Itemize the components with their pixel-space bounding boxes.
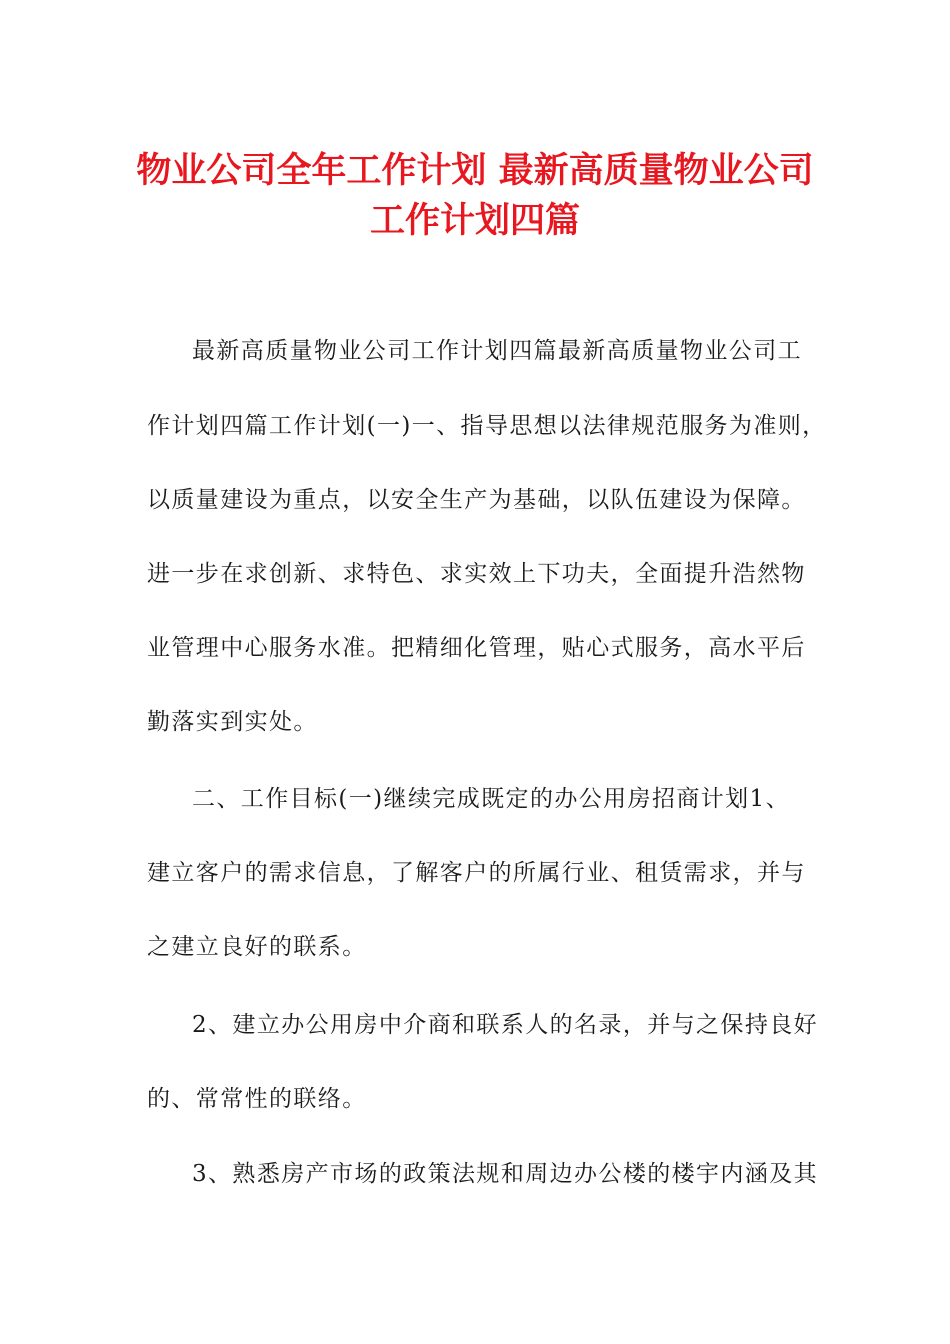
body-line-11: 的、常常性的联络。 bbox=[147, 1086, 367, 1112]
body-line-9: 之建立良好的联系。 bbox=[147, 934, 367, 960]
body-line-2: 作计划四篇工作计划(一)一、指导思想以法律规范服务为准则， bbox=[147, 413, 827, 439]
body-line-12: 3、熟悉房产市场的政策法规和周边办公楼的楼宇内涵及其 bbox=[192, 1161, 819, 1187]
body-line-10: 2、建立办公用房中介商和联系人的名录，并与之保持良好 bbox=[192, 1012, 819, 1038]
body-line-8: 建立客户的需求信息，了解客户的所属行业、租赁需求，并与 bbox=[147, 860, 806, 886]
document-title-line-1: 物业公司全年工作计划 最新高质量物业公司 bbox=[136, 151, 814, 191]
body-line-4: 进一步在求创新、求特色、求实效上下功夫，全面提升浩然物 bbox=[147, 561, 806, 587]
body-line-3: 以质量建设为重点，以安全生产为基础，以队伍建设为保障。 bbox=[147, 487, 806, 513]
body-line-7: 二、工作目标(一)继续完成既定的办公用房招商计划1、 bbox=[192, 786, 790, 812]
body-line-6: 勤落实到实处。 bbox=[147, 709, 318, 735]
document-title-line-2: 工作计划四篇 bbox=[369, 201, 580, 241]
body-line-1: 最新高质量物业公司工作计划四篇最新高质量物业公司工 bbox=[192, 338, 802, 364]
body-line-5: 业管理中心服务水准。把精细化管理，贴心式服务，高水平后 bbox=[147, 635, 806, 661]
